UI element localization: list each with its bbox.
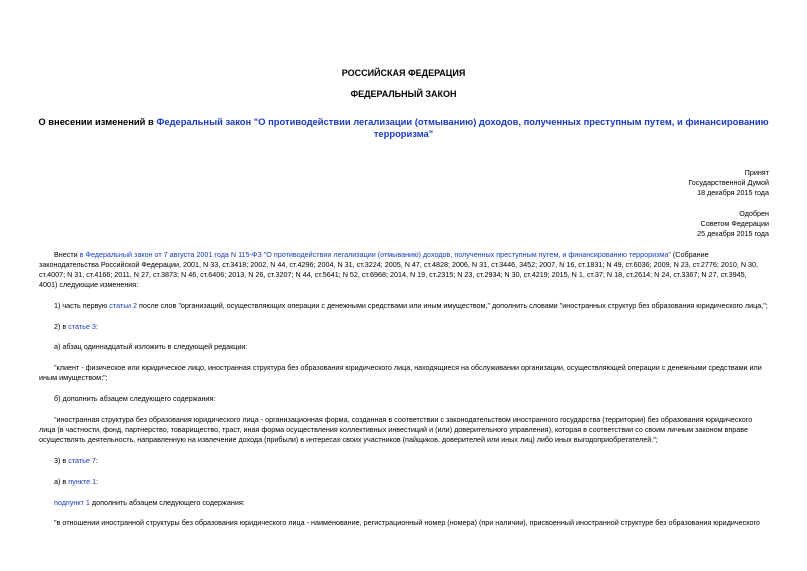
item-3a [54,477,98,487]
country-heading: РОССИЙСКАЯ ФЕДЕРАЦИЯ [341,68,466,78]
item-3 [54,456,98,466]
intro-line-2: законодательства Российской Федерации, 2001, N 33, ст.3418; 2002, N 44, ст.4296; 2004, N 31, ст.3224; 2005, N 47, ст.4828; 2006, N 31, ст.3446, 3452; 2007, N 16, ст.1831; N 49, ст.6036; 2009, N 23, ст.2776; 2010, N 30, [39,260,759,269]
item-2b: б) дополнить абзацем следующего содержания: [54,394,216,403]
title-law-link[interactable]: Федеральный закон "О противодействии легализации (отмыванию) доходов, полученных преступным путем, и финансированию [156,116,769,127]
article-3-link[interactable]: статье 3 [68,322,96,331]
item-3a-sub [54,498,245,508]
accepted-date: 18 декабря 2015 года [697,188,769,197]
item-1-prefix: 1) часть первую [54,301,110,310]
item-2a-quote-line-2: иным имуществом;"; [39,373,108,382]
article-7-link[interactable]: статье 7 [68,456,96,465]
law-type-heading: ФЕДЕРАЛЬНЫЙ ЗАКОН [350,89,457,99]
article-2-link[interactable]: статьи 2 [109,301,137,310]
approved-by: Советом Федерации [700,219,769,228]
item-3a-sub-text: дополнить абзацем следующего содержания: [89,498,245,507]
point-1-link[interactable]: пункте 1 [68,477,97,486]
title-prefix: О внесении изменений в [38,116,157,127]
accepted-label: Принят [744,168,769,177]
item-3a-suffix: : [96,477,99,486]
title-law-link-continued[interactable]: терроризма" [373,128,434,139]
item-2a: а) абзац одиннадцатый изложить в следующей редакции: [54,342,248,351]
intro-tail: (Собрание [672,250,709,259]
item-2 [54,322,98,332]
intro-line-4: 4001) следующие изменения: [39,280,139,289]
item-2b-quote-line-3: осуществлять деятельность, направленную на извлечение дохода (прибыли) в интересах своих участников (пайщиков, доверителей или иных лиц) либо иных выгодоприобретателей."; [39,435,658,444]
accepted-by: Государственной Думой [688,178,769,187]
item-3-prefix: 3) в [54,456,69,465]
subpoint-1-link[interactable]: подпункт 1 [54,498,90,507]
item-3a-quote-line-1: "в отношении иностранной структуры без образования юридического лица - наименование, регистрационный номер (номера) (при наличии), присвоенный иностранной структуре без образования юридического [54,518,760,527]
intro-line-1 [54,250,768,260]
item-3a-prefix: а) в [54,477,69,486]
approved-label: Одобрен [739,209,769,218]
item-1-text: после слов "организаций, осуществляющих операции с денежными средствами или иным имуществом," дополнить словами "иностранных структур без образования юридического лица,"; [137,301,768,310]
item-2b-quote-line-1: "иностранная структура без образования юридического лица - организационная форма, созданная в соответствии с законодательством иностранного государства (территории) без образования юридического [54,415,753,424]
approved-date: 25 декабря 2015 года [697,229,769,238]
intro-law-link[interactable]: в Федеральный закон от 7 августа 2001 года N 115-ФЗ "О противодействии легализации (отмыванию) доходов, полученных преступным путем, и финансированию терроризма" [79,250,671,259]
item-2-prefix: 2) в [54,322,69,331]
intro-line-3: ст.4007; N 31, ст.4166; 2011, N 27, ст.3873; N 46, ст.6406; 2013, N 26, ст.3207; N 44, ст.5641; N 52, ст.6968; 2014, N 19, ст.2315; N 23, ст.2934; N 30, ст.4219; 2015, N 1, ст.37; N 18, ст.2614; N 24, ст.3367; N 27, ст.3945, [39,270,747,279]
intro-prefix: Внести [54,250,78,259]
item-1 [54,301,768,311]
item-2a-quote-line-1: "клиент - физическое или юридическое лицо, иностранная структура без образования юридического лица, находящиеся на обслуживании организации, осуществляющей операции с денежными средствами или [54,363,762,372]
document-title [0,116,807,128]
item-2b-quote-line-2: лица (в частности, фонд, партнерство, товарищество, траст, иная форма осуществления коллективных инвестиций и (или) доверительного управления), которая в соответствии со своим личным законом вправе [39,425,749,434]
item-2-suffix: : [95,322,98,331]
item-3-suffix: : [95,456,98,465]
